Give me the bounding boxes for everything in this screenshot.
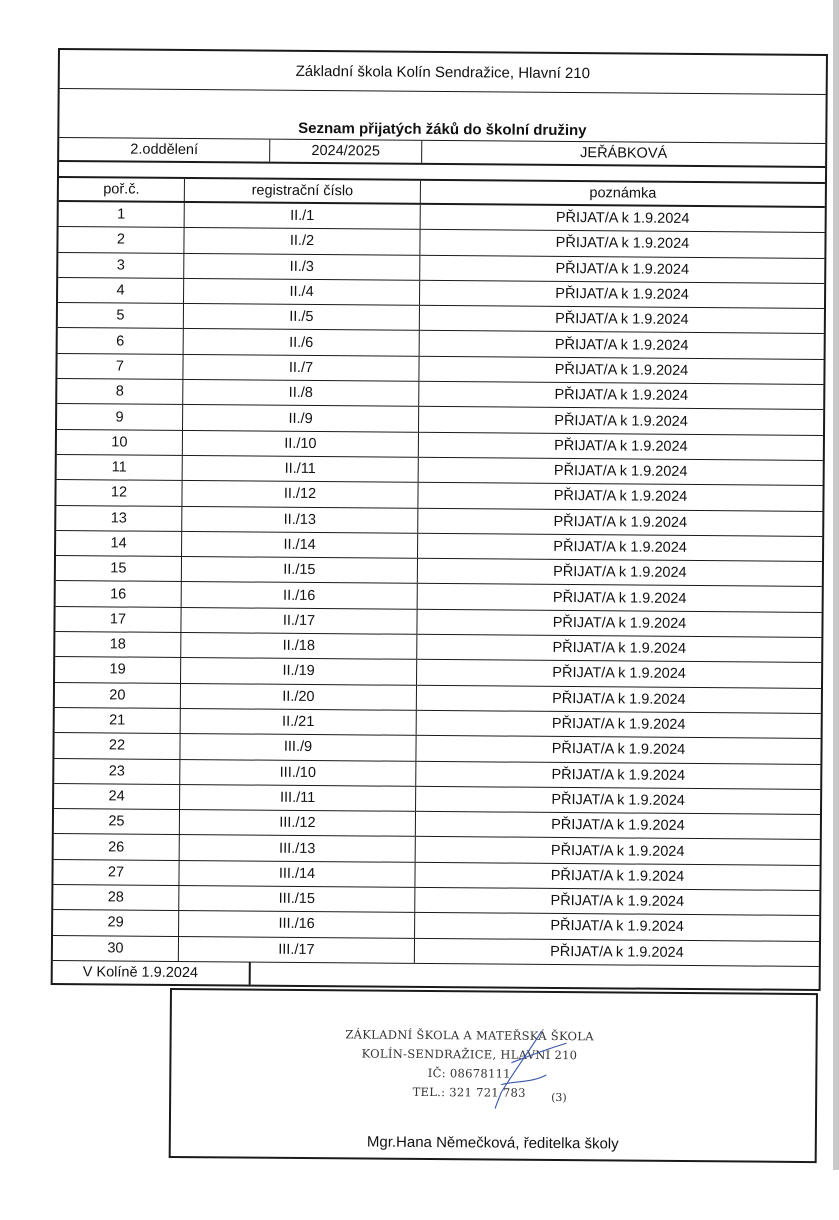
row-number: 5 <box>116 307 125 324</box>
row-note: PŘIJAT/A k 1.9.2024 <box>419 281 824 308</box>
row-registration: III./14 <box>178 861 414 887</box>
row-registration: III./9 <box>179 734 415 760</box>
row-note: PŘIJAT/A k 1.9.2024 <box>417 584 822 611</box>
row-registration: III./15 <box>178 886 414 912</box>
row-note: PŘIJAT/A k 1.9.2024 <box>416 711 821 738</box>
school-row <box>60 50 826 95</box>
row-number: 8 <box>115 383 124 400</box>
row-note: PŘIJAT/A k 1.9.2024 <box>418 407 823 434</box>
stamp-line-ico: IČ: 08678111 <box>427 1066 511 1081</box>
admission-list-table <box>51 48 828 991</box>
row-number: 13 <box>110 510 127 527</box>
row-registration: II./3 <box>183 254 419 280</box>
school-name: Základní škola Kolín Sendražice, Hlavní 210 <box>295 62 591 82</box>
row-number: 3 <box>116 257 125 274</box>
row-note: PŘIJAT/A k 1.9.2024 <box>417 508 822 535</box>
row-number: 9 <box>115 408 124 426</box>
teacher-cell: JEŘÁBKOVÁ <box>421 141 825 166</box>
row-registration: II./8 <box>182 380 418 406</box>
document-title: Seznam přijatých žáků do školní družiny <box>298 119 587 140</box>
row-number: 12 <box>110 484 128 501</box>
row-number: 21 <box>109 712 126 729</box>
row-registration: II./7 <box>182 355 418 381</box>
row-number: 4 <box>116 282 125 299</box>
row-note: PŘIJAT/A k 1.9.2024 <box>415 812 820 839</box>
row-note: PŘIJAT/A k 1.9.2024 <box>414 863 819 890</box>
row-number: 23 <box>108 763 125 780</box>
row-number: 1 <box>117 206 126 223</box>
row-number: 28 <box>107 889 124 906</box>
row-number: 16 <box>110 586 127 603</box>
row-registration: III./17 <box>178 937 414 963</box>
row-note: PŘIJAT/A k 1.9.2024 <box>419 331 824 358</box>
row-registration: II./10 <box>182 431 418 457</box>
row-note: PŘIJAT/A k 1.9.2024 <box>417 534 822 561</box>
row-registration: II./15 <box>181 557 417 583</box>
row-number: 24 <box>108 788 125 805</box>
row-number: 27 <box>107 864 125 881</box>
row-number: 25 <box>108 813 125 830</box>
title-row <box>59 89 825 144</box>
footer-blank-cell <box>249 962 819 988</box>
row-note: PŘIJAT/A k 1.9.2024 <box>415 761 820 788</box>
row-registration: II./1 <box>184 203 420 229</box>
row-number: 18 <box>109 636 126 653</box>
row-registration: II./19 <box>180 658 416 684</box>
row-registration: III./16 <box>178 911 414 937</box>
column-header-number: poř.č. <box>103 181 140 198</box>
row-note: PŘIJAT/A k 1.9.2024 <box>419 230 824 257</box>
department-cell: 2.oddělení <box>130 141 199 159</box>
footer-row <box>53 961 819 989</box>
row-note: PŘIJAT/A k 1.9.2024 <box>417 559 822 586</box>
row-note: PŘIJAT/A k 1.9.2024 <box>415 736 820 763</box>
row-note: PŘIJAT/A k 1.9.2024 <box>416 610 821 637</box>
row-number: 10 <box>111 434 128 451</box>
row-number: 19 <box>109 661 126 679</box>
row-note: PŘIJAT/A k 1.9.2024 <box>418 357 823 384</box>
row-registration: III./13 <box>179 835 415 861</box>
row-note: PŘIJAT/A k 1.9.2024 <box>414 913 819 940</box>
stamp-line-school: ZÁKLADNÍ ŠKOLA A MATEŘSKÁ ŠKOLA <box>345 1027 594 1044</box>
row-registration: II./20 <box>180 684 416 710</box>
row-note: PŘIJAT/A k 1.9.2024 <box>414 938 819 965</box>
row-registration: II./6 <box>183 329 419 355</box>
row-registration: III./11 <box>179 785 415 811</box>
row-number: 7 <box>115 358 125 375</box>
row-note: PŘIJAT/A k 1.9.2024 <box>419 306 824 333</box>
row-registration: II./12 <box>181 481 417 507</box>
scan-edge <box>833 0 839 1170</box>
row-note: PŘIJAT/A k 1.9.2024 <box>418 433 823 460</box>
stamp-signature-box <box>169 988 818 1163</box>
row-registration: III./12 <box>179 810 415 836</box>
row-registration: III./10 <box>179 760 415 786</box>
row-note: PŘIJAT/A k 1.9.2024 <box>414 888 819 915</box>
row-registration: II./17 <box>180 608 416 634</box>
row-note: PŘIJAT/A k 1.9.2024 <box>418 382 823 409</box>
row-note: PŘIJAT/A k 1.9.2024 <box>420 205 825 232</box>
stamp-number: (3) <box>551 1090 567 1105</box>
row-number: 6 <box>116 333 125 350</box>
row-registration: II./11 <box>182 456 418 482</box>
row-number: 17 <box>109 611 127 628</box>
table-body <box>53 202 825 967</box>
column-header-registration: registrační číslo <box>184 179 420 203</box>
row-number: 22 <box>108 737 126 754</box>
stamp-line-phone: TEL.: 321 721 783 <box>412 1084 526 1100</box>
row-registration: II./16 <box>181 582 417 608</box>
row-note: PŘIJAT/A k 1.9.2024 <box>419 255 824 282</box>
row-registration: II./13 <box>181 507 417 533</box>
row-number: 14 <box>110 535 127 552</box>
row-registration: II./4 <box>183 279 419 305</box>
row-note: PŘIJAT/A k 1.9.2024 <box>416 635 821 662</box>
row-registration: II./9 <box>182 405 418 431</box>
row-registration: II./5 <box>183 304 419 330</box>
school-year-cell: 2024/2025 <box>269 140 421 163</box>
row-note: PŘIJAT/A k 1.9.2024 <box>418 458 823 485</box>
row-number: 11 <box>111 459 127 476</box>
row-registration: II./14 <box>181 532 417 558</box>
row-note: PŘIJAT/A k 1.9.2024 <box>415 787 820 814</box>
row-registration: II./21 <box>180 709 416 735</box>
row-registration: II./2 <box>183 228 419 254</box>
row-number: 2 <box>116 231 126 248</box>
signer-name: Mgr.Hana Němečková, ředitelka školy <box>366 1133 619 1153</box>
row-number: 15 <box>110 560 127 577</box>
place-date: V Kolíně 1.9.2024 <box>82 964 199 982</box>
row-number: 26 <box>108 838 125 856</box>
row-note: PŘIJAT/A k 1.9.2024 <box>415 837 820 864</box>
row-registration: II./18 <box>180 633 416 659</box>
row-note: PŘIJAT/A k 1.9.2024 <box>416 660 821 687</box>
column-header-note: poznámka <box>420 181 825 206</box>
row-number: 30 <box>107 940 124 957</box>
row-note: PŘIJAT/A k 1.9.2024 <box>417 483 822 510</box>
row-number: 20 <box>109 687 126 704</box>
stamp-line-address: KOLÍN-SENDRAŽICE, HLAVNÍ 210 <box>361 1046 578 1063</box>
handwritten-signature <box>471 1022 582 1113</box>
row-note: PŘIJAT/A k 1.9.2024 <box>416 685 821 712</box>
row-number: 29 <box>107 914 124 931</box>
